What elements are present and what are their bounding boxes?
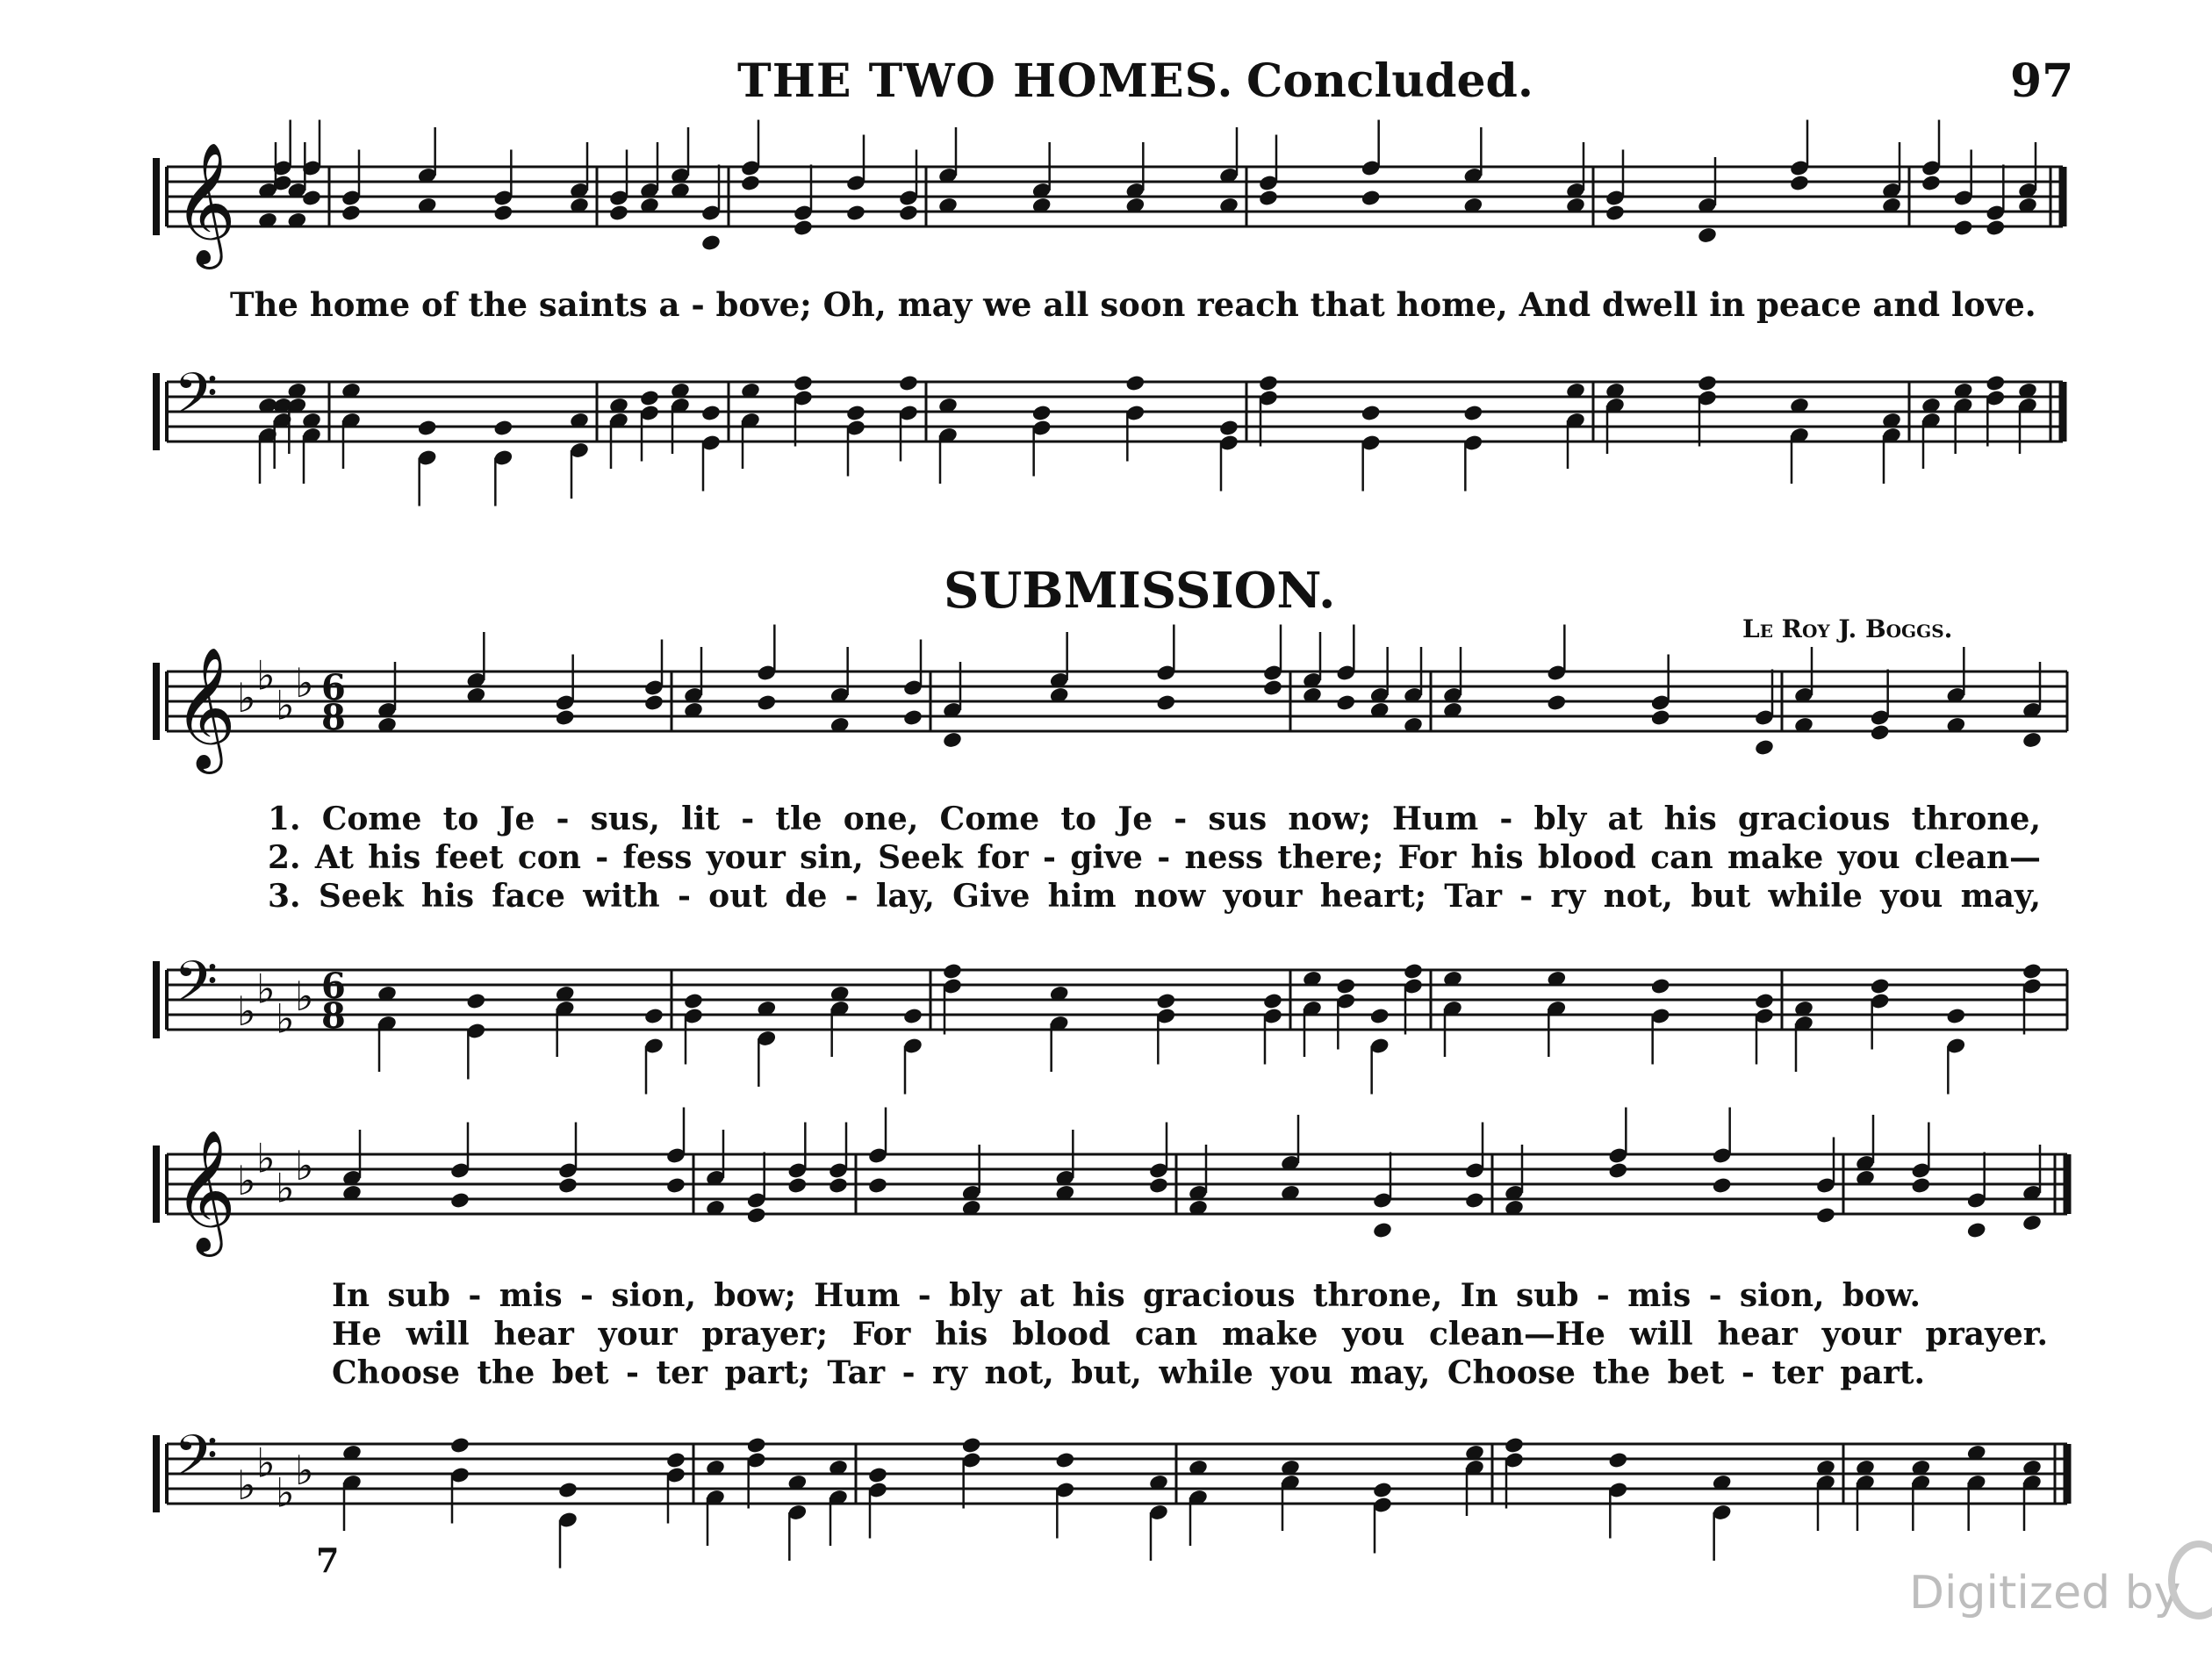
note-head [793,219,814,237]
hymn-title: SUBMISSION. [944,562,1336,620]
note-head [867,1176,888,1195]
watermark: Digitized by [1909,1567,2181,1620]
note-head [643,1007,664,1025]
page-number: 97 [2010,54,2074,108]
note-head [700,404,722,422]
note-head [1985,219,2006,237]
note-head [1789,174,1810,192]
note-head [1218,419,1239,437]
note-head [700,233,722,252]
time-signature-denominator: 8 [321,995,346,1037]
note-head [1605,204,1626,222]
note-head [557,1176,578,1195]
flat-icon: ♭ [256,1439,276,1487]
note-head [1369,1007,1390,1025]
note-head [1754,738,1775,757]
note-head [1546,693,1567,712]
note-head [1985,374,2006,392]
note-head [746,1436,767,1454]
flat-icon: ♭ [295,1447,314,1494]
note-head [2022,731,2043,750]
hymn1-bass-staff [0,347,2212,540]
note-head [867,1466,888,1484]
running-title-suffix: Concluded. [1246,54,1534,108]
note-head [665,1451,686,1469]
note-head [555,708,576,727]
note-head [1870,977,1891,995]
composer-credit: Le Roy J. Boggs. [1742,614,1953,643]
flat-icon: ♭ [237,1157,256,1204]
flat-icon: ♭ [276,1164,295,1212]
treble-clef-icon: 𝄞 [174,142,236,264]
bass-clef-icon: 𝄢 [174,362,219,441]
note-head [1335,693,1356,712]
flat-icon: ♭ [256,1134,276,1182]
note-head [1462,404,1483,422]
note-head [828,1176,849,1195]
note-head [1155,693,1176,712]
note-head [902,708,923,727]
hymn2-system2-verse3: Choose the bet - ter part; Tar - ry not, but, while you may, Choose the bet - ter part. [332,1354,1925,1391]
note-head [898,374,919,392]
note-head [492,204,514,222]
note-head [665,1176,686,1195]
note-head [1712,1176,1733,1195]
note-head [1258,374,1279,392]
note-head [1335,977,1356,995]
note-head [639,389,660,407]
time-signature-denominator: 8 [321,697,346,738]
note-head [643,693,664,712]
note-head [1650,977,1671,995]
running-title: THE TWO HOMES. [737,54,1234,108]
note-head [1607,1451,1628,1469]
note-head [341,204,362,222]
note-head [1921,174,1942,192]
note-head [942,731,963,750]
note-head [449,1436,470,1454]
note-head [786,1176,808,1195]
note-head [465,992,486,1010]
note-head [1258,189,1279,207]
note-head [1650,708,1671,727]
note-head [1148,1176,1169,1195]
note-head [417,419,438,437]
flat-icon: ♭ [256,965,276,1013]
note-head [1953,219,1974,237]
hymn1-lyrics: The home of the saints a - bove; Oh, may we all soon reach that home, And dwell in peace and love. [230,285,2036,324]
flat-icon: ♭ [237,988,256,1035]
bass-clef-icon: 𝄢 [174,1424,219,1503]
note-head [1372,1481,1393,1499]
hymn2-system1-bass-staff [0,935,2212,1128]
note-head [2022,1214,2043,1232]
flat-icon: ♭ [237,1462,256,1509]
note-head [1697,374,1718,392]
note-head [746,1206,767,1224]
note-head [1262,992,1283,1010]
note-head [1031,404,1052,422]
note-head [1372,1221,1393,1239]
flat-icon: ♭ [276,995,295,1043]
note-head [1361,189,1382,207]
flat-icon: ♭ [295,659,314,707]
hymn2-system2-verse2: He will hear your prayer; For his blood can make you clean—He will hear your prayer. [332,1316,2048,1353]
hymn2-system1-verse1: 1. Come to Je - sus, lit - tle one, Come to Je - sus now; Hum - bly at his gracious throne, [268,801,2041,837]
flat-icon: ♭ [295,1142,314,1189]
note-head [2022,962,2043,980]
note-head [683,992,704,1010]
note-head [449,1191,470,1210]
note-head [1815,1206,1836,1224]
treble-clef-icon: 𝄞 [174,1130,236,1252]
note-head [1945,1007,1966,1025]
note-head [1464,1191,1485,1210]
note-head [740,174,761,192]
note-head [1155,992,1176,1010]
hymn2-system1-verse2: 2. At his feet con - fess your sin, Seek for - give - ness there; For his blood can make you clean— [268,839,2041,876]
note-head [1361,404,1382,422]
flat-icon: ♭ [276,681,295,729]
note-head [793,374,814,392]
note-head [1124,374,1146,392]
note-head [1403,962,1424,980]
note-head [1262,679,1283,697]
note-head [1504,1436,1525,1454]
note-head [961,1436,982,1454]
note-head [1607,1161,1628,1180]
note-head [492,419,514,437]
note-head [756,693,777,712]
note-head [1966,1221,1987,1239]
note-head [1910,1176,1931,1195]
bass-clef-icon: 𝄢 [174,950,219,1029]
note-head [557,1481,578,1499]
note-head [898,204,919,222]
flat-icon: ♭ [256,651,276,700]
time-signature-numerator: 6 [321,667,346,708]
note-head [608,204,629,222]
note-head [942,962,963,980]
treble-clef-icon: 𝄞 [174,647,236,769]
note-head [1697,226,1718,245]
note-head [1870,723,1891,742]
note-head [845,404,866,422]
hymn2-system2-verse1: In sub - mis - sion, bow; Hum - bly at his gracious throne, In sub - mis - sion, bow. [332,1277,1921,1314]
time-signature-numerator: 6 [321,966,346,1007]
signature-mark: 7 [316,1540,340,1580]
note-head [1754,992,1775,1010]
flat-icon: ♭ [295,973,314,1020]
note-head [845,204,866,222]
flat-icon: ♭ [276,1469,295,1517]
note-head [1054,1451,1075,1469]
hymn2-system1-verse3: 3. Seek his face with - out de - lay, Give him now your heart; Tar - ry not, but while you may, [268,878,2041,915]
note-head [902,1007,923,1025]
flat-icon: ♭ [237,674,256,722]
